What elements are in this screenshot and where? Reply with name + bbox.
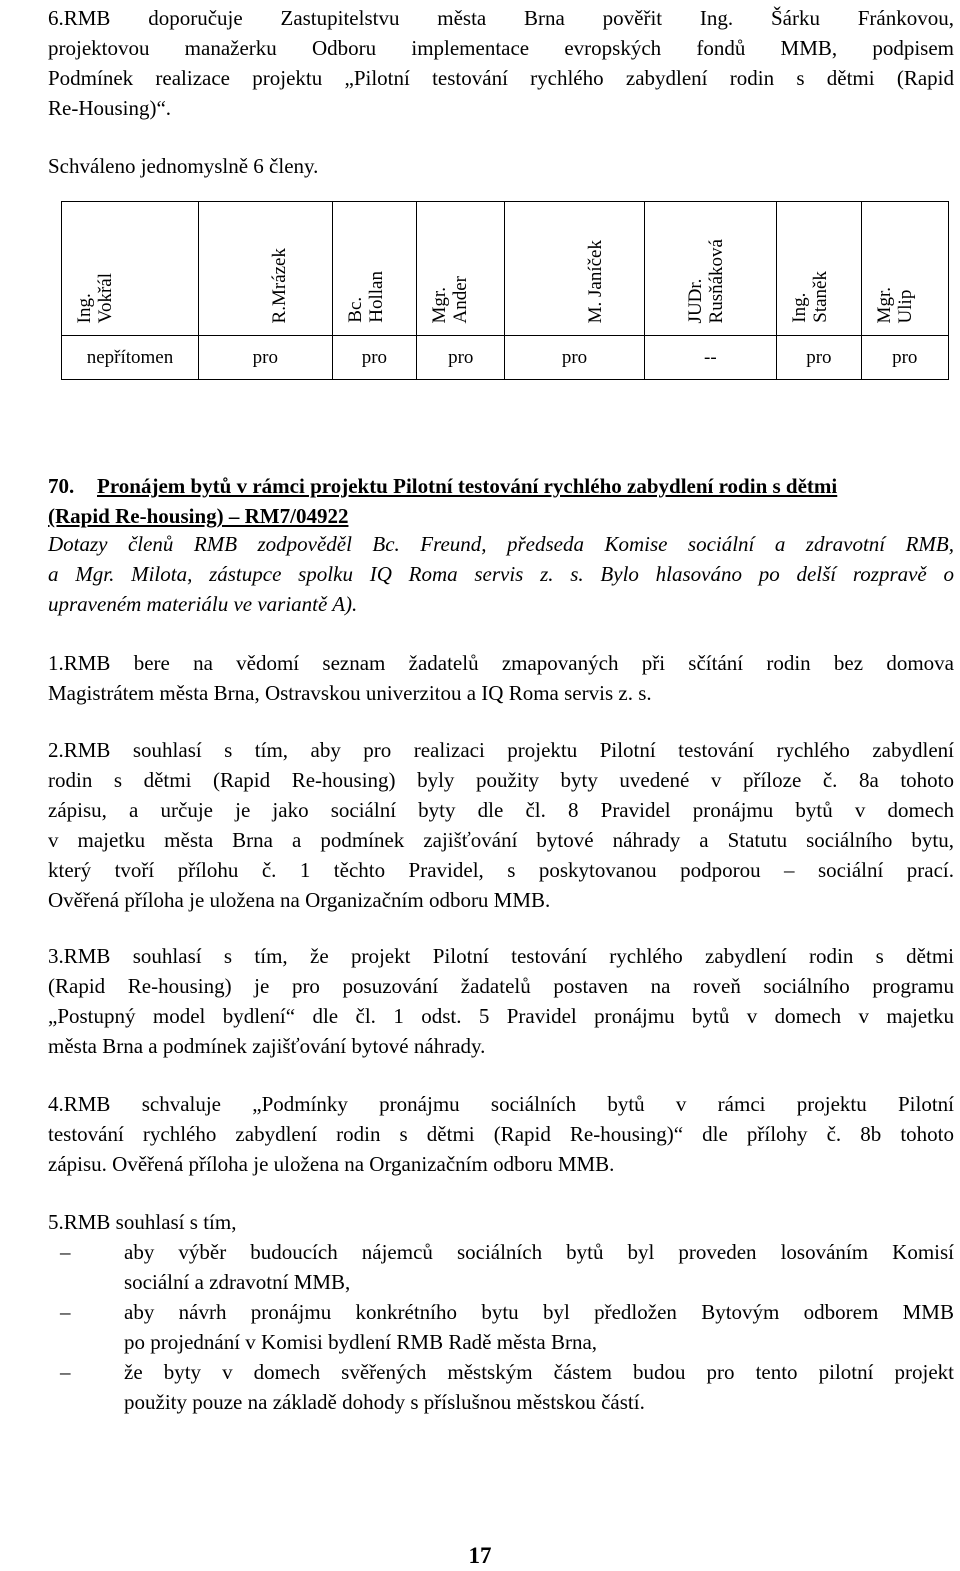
member-cell: Bc. Hollan <box>332 202 416 336</box>
paragraph-line: 6.RMB doporučuje Zastupitelstvu města Brna pověřit Ing. Šárku Fránkovou, <box>48 6 954 30</box>
vote-cell: pro <box>198 336 332 380</box>
resolution-4 <box>48 1089 954 1179</box>
item-heading-block <box>48 471 954 531</box>
vote-cell: -- <box>644 336 777 380</box>
member-cell: Mgr. Ander <box>416 202 504 336</box>
member-cell: Mgr. Ulip <box>861 202 949 336</box>
list-item <box>48 1237 954 1297</box>
note-line: Dotazy členů RMB zodpověděl Bc. Freund, předseda Komise sociální a zdravotní RMB, <box>48 532 954 556</box>
paragraph-6 <box>48 3 954 123</box>
list-item-line: sociální a zdravotní MMB, <box>124 1270 351 1294</box>
note-line: a Mgr. Milota, zástupce spolku IQ Roma servis z. s. Bylo hlasováno po delší rozpravě o <box>48 562 954 586</box>
discussion-note <box>48 529 954 619</box>
list-item-line: použity pouze na základě dohody s příslušnou městskou částí. <box>124 1390 645 1414</box>
paragraph-line: rodin s dětmi (Rapid Re-housing) byly použity byty uvedené v příloze č. 8a tohoto <box>48 768 954 792</box>
vote-cell: pro <box>505 336 644 380</box>
item-heading-line: Pronájem bytů v rámci projektu Pilotní testování rychlého zabydlení rodin s dětmi <box>97 474 838 498</box>
list-item-line: že byty v domech svěřených městským částem budou pro tento pilotní projekt <box>124 1360 954 1384</box>
list-item-line: aby návrh pronájmu konkrétního bytu byl předložen Bytovým odborem MMB <box>124 1300 954 1324</box>
member-cell: R.Mrázek <box>198 202 332 336</box>
paragraph-line: v majetku města Brna a podmínek zajišťování bytové náhrady a Statutu sociálního bytu, <box>48 828 954 852</box>
paragraph-line: 4.RMB schvaluje „Podmínky pronájmu sociálních bytů v rámci projektu Pilotní <box>48 1092 954 1116</box>
paragraph-line: Ověřená příloha je uložena na Organizačním odboru MMB. <box>48 888 551 912</box>
paragraph-line: Magistrátem města Brna, Ostravskou univerzitou a IQ Roma servis z. s. <box>48 681 652 705</box>
vote-cell: pro <box>861 336 949 380</box>
paragraph-line: zápisu. Ověřená příloha je uložena na Organizačním odboru MMB. <box>48 1152 615 1176</box>
vote-cell: pro <box>332 336 416 380</box>
paragraph-line: města Brna a podmínek zajišťování bytové náhrady. <box>48 1034 486 1058</box>
member-cell: Ing. Staněk <box>777 202 861 336</box>
member-cell: Ing. Vokřál <box>62 202 199 336</box>
paragraph-line: zápisu, a určuje je jako sociální byty dle čl. 8 Pravidel pronájmu bytů v domech <box>48 798 954 822</box>
paragraph-line: projektovou manažerku Odboru implementace evropských fondů MMB, podpisem <box>48 36 954 60</box>
approval-note: Schváleno jednomyslně 6 členy. <box>48 154 319 178</box>
resolution-1 <box>48 648 954 708</box>
list-item <box>48 1297 954 1357</box>
paragraph-line: (Rapid Re-housing) je pro posuzování žadatelů postaven na roveň sociálního programu <box>48 974 954 998</box>
paragraph-line: 1.RMB bere na vědomí seznam žadatelů zmapovaných při sčítání rodin bez domova <box>48 651 954 675</box>
vote-cell: pro <box>416 336 504 380</box>
paragraph-line: Podmínek realizace projektu „Pilotní testování rychlého zabydlení rodin s dětmi (Rapid <box>48 66 954 90</box>
member-cell: M. Janíček <box>505 202 644 336</box>
list-item-line: po projednání v Komisi bydlení RMB Radě města Brna, <box>124 1330 598 1354</box>
vote-table-values-row <box>62 336 949 380</box>
dash-bullet: – <box>60 1360 71 1384</box>
dash-bullet: – <box>60 1300 71 1324</box>
list-item-line: aby výběr budoucích nájemců sociálních bytů byl proveden losováním Komisí <box>124 1240 954 1264</box>
dash-bullet: – <box>60 1240 71 1264</box>
paragraph-line: 3.RMB souhlasí s tím, že projekt Pilotní testování rychlého zabydlení rodin s dětmi <box>48 944 954 968</box>
vote-cell: nepřítomen <box>62 336 199 380</box>
vote-cell: pro <box>777 336 861 380</box>
list-item <box>48 1357 954 1417</box>
member-cell: JUDr. Rusňáková <box>644 202 777 336</box>
page-number: 17 <box>468 1543 492 1568</box>
vote-table-header-row <box>62 202 949 336</box>
resolution-5-intro: 5.RMB souhlasí s tím, <box>48 1210 237 1234</box>
resolution-3 <box>48 941 954 1061</box>
paragraph-line: testování rychlého zabydlení rodin s dětmi (Rapid Re-housing)“ dle přílohy č. 8b tohoto <box>48 1122 954 1146</box>
paragraph-line: „Postupný model bydlení“ dle čl. 1 odst. 5 Pravidel pronájmu bytů v domech v majetku <box>48 1004 954 1028</box>
vote-table <box>61 201 949 380</box>
paragraph-line: Re-Housing)“. <box>48 96 172 120</box>
item-heading-line: (Rapid Re-housing) – RM7/04922 <box>48 504 349 528</box>
paragraph-line: který tvoří přílohu č. 1 těchto Pravidel, s poskytovanou podporou – sociální prací. <box>48 858 954 882</box>
note-line: upraveném materiálu ve variantě A). <box>48 592 358 616</box>
resolution-2 <box>48 735 954 915</box>
paragraph-line: 2.RMB souhlasí s tím, aby pro realizaci projektu Pilotní testování rychlého zabydlení <box>48 738 954 762</box>
item-number: 70. <box>48 474 75 498</box>
